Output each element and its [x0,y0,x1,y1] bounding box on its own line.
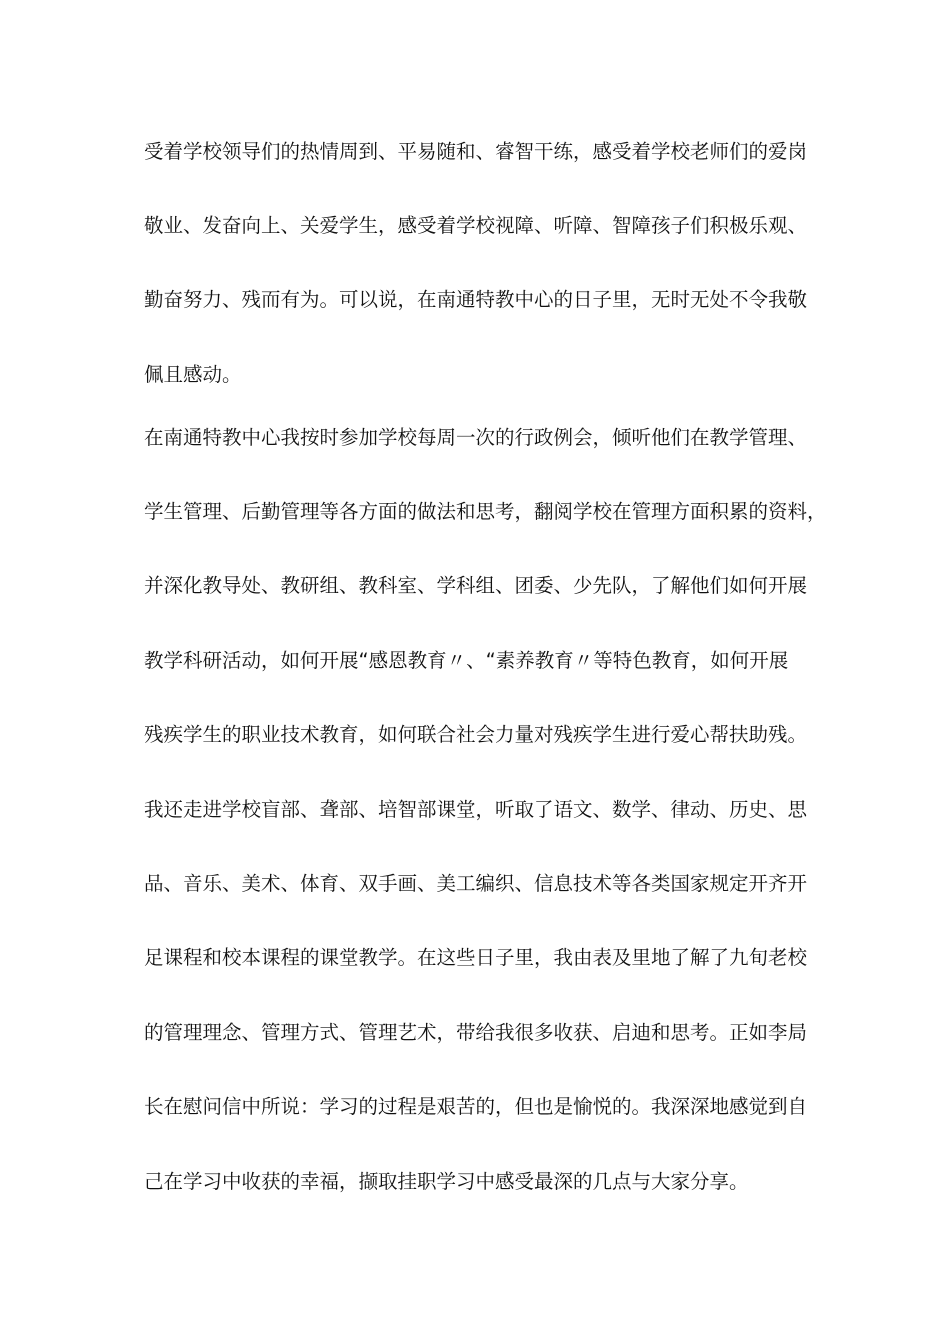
text-line: 并深化教导处、教研组、教科室、学科组、团委、少先队，了解他们如何开展 [144,574,808,597]
text-line: 品、音乐、美术、体育、双手画、美工编织、信息技术等各类国家规定开齐开 [144,872,808,895]
text-line: 勤奋努力、残而有为。可以说，在南通特教中心的日子里，无时无处不令我敬 [144,288,808,311]
text-line: 残疾学生的职业技术教育，如何联合社会力量对残疾学生进行爱心帮扶助残。 [144,723,808,746]
text-line: 我还走进学校盲部、聋部、培智部课堂，听取了语文、数学、律动、历史、思 [144,798,808,821]
text-line: 佩且感动。 [144,363,242,386]
text-line: 己在学习中收获的幸福，撷取挂职学习中感受最深的几点与大家分享。 [144,1170,749,1193]
text-line: 在南通特教中心我按时参加学校每周一次的行政例会，倾听他们在教学管理、 [144,426,808,449]
text-line: 长在慰问信中所说：学习的过程是艰苦的，但也是愉悦的。我深深地感觉到自 [144,1095,808,1118]
text-line: 受着学校领导们的热情周到、平易随和、睿智干练，感受着学校老师们的爱岗 [144,140,808,163]
text-line: 的管理理念、管理方式、管理艺术，带给我很多收获、启迪和思考。正如李局 [144,1021,808,1044]
text-line: 敬业、发奋向上、关爱学生，感受着学校视障、听障、智障孩子们积极乐观、 [144,214,808,237]
text-line: 足课程和校本课程的课堂教学。在这些日子里，我由表及里地了解了九旬老校 [144,946,808,969]
text-line: 教学科研活动，如何开展“感恩教育〃、“素养教育〃等特色教育，如何开展 [144,649,789,672]
text-line: 学生管理、后勤管理等各方面的做法和思考，翻阅学校在管理方面积累的资料， [144,500,827,523]
